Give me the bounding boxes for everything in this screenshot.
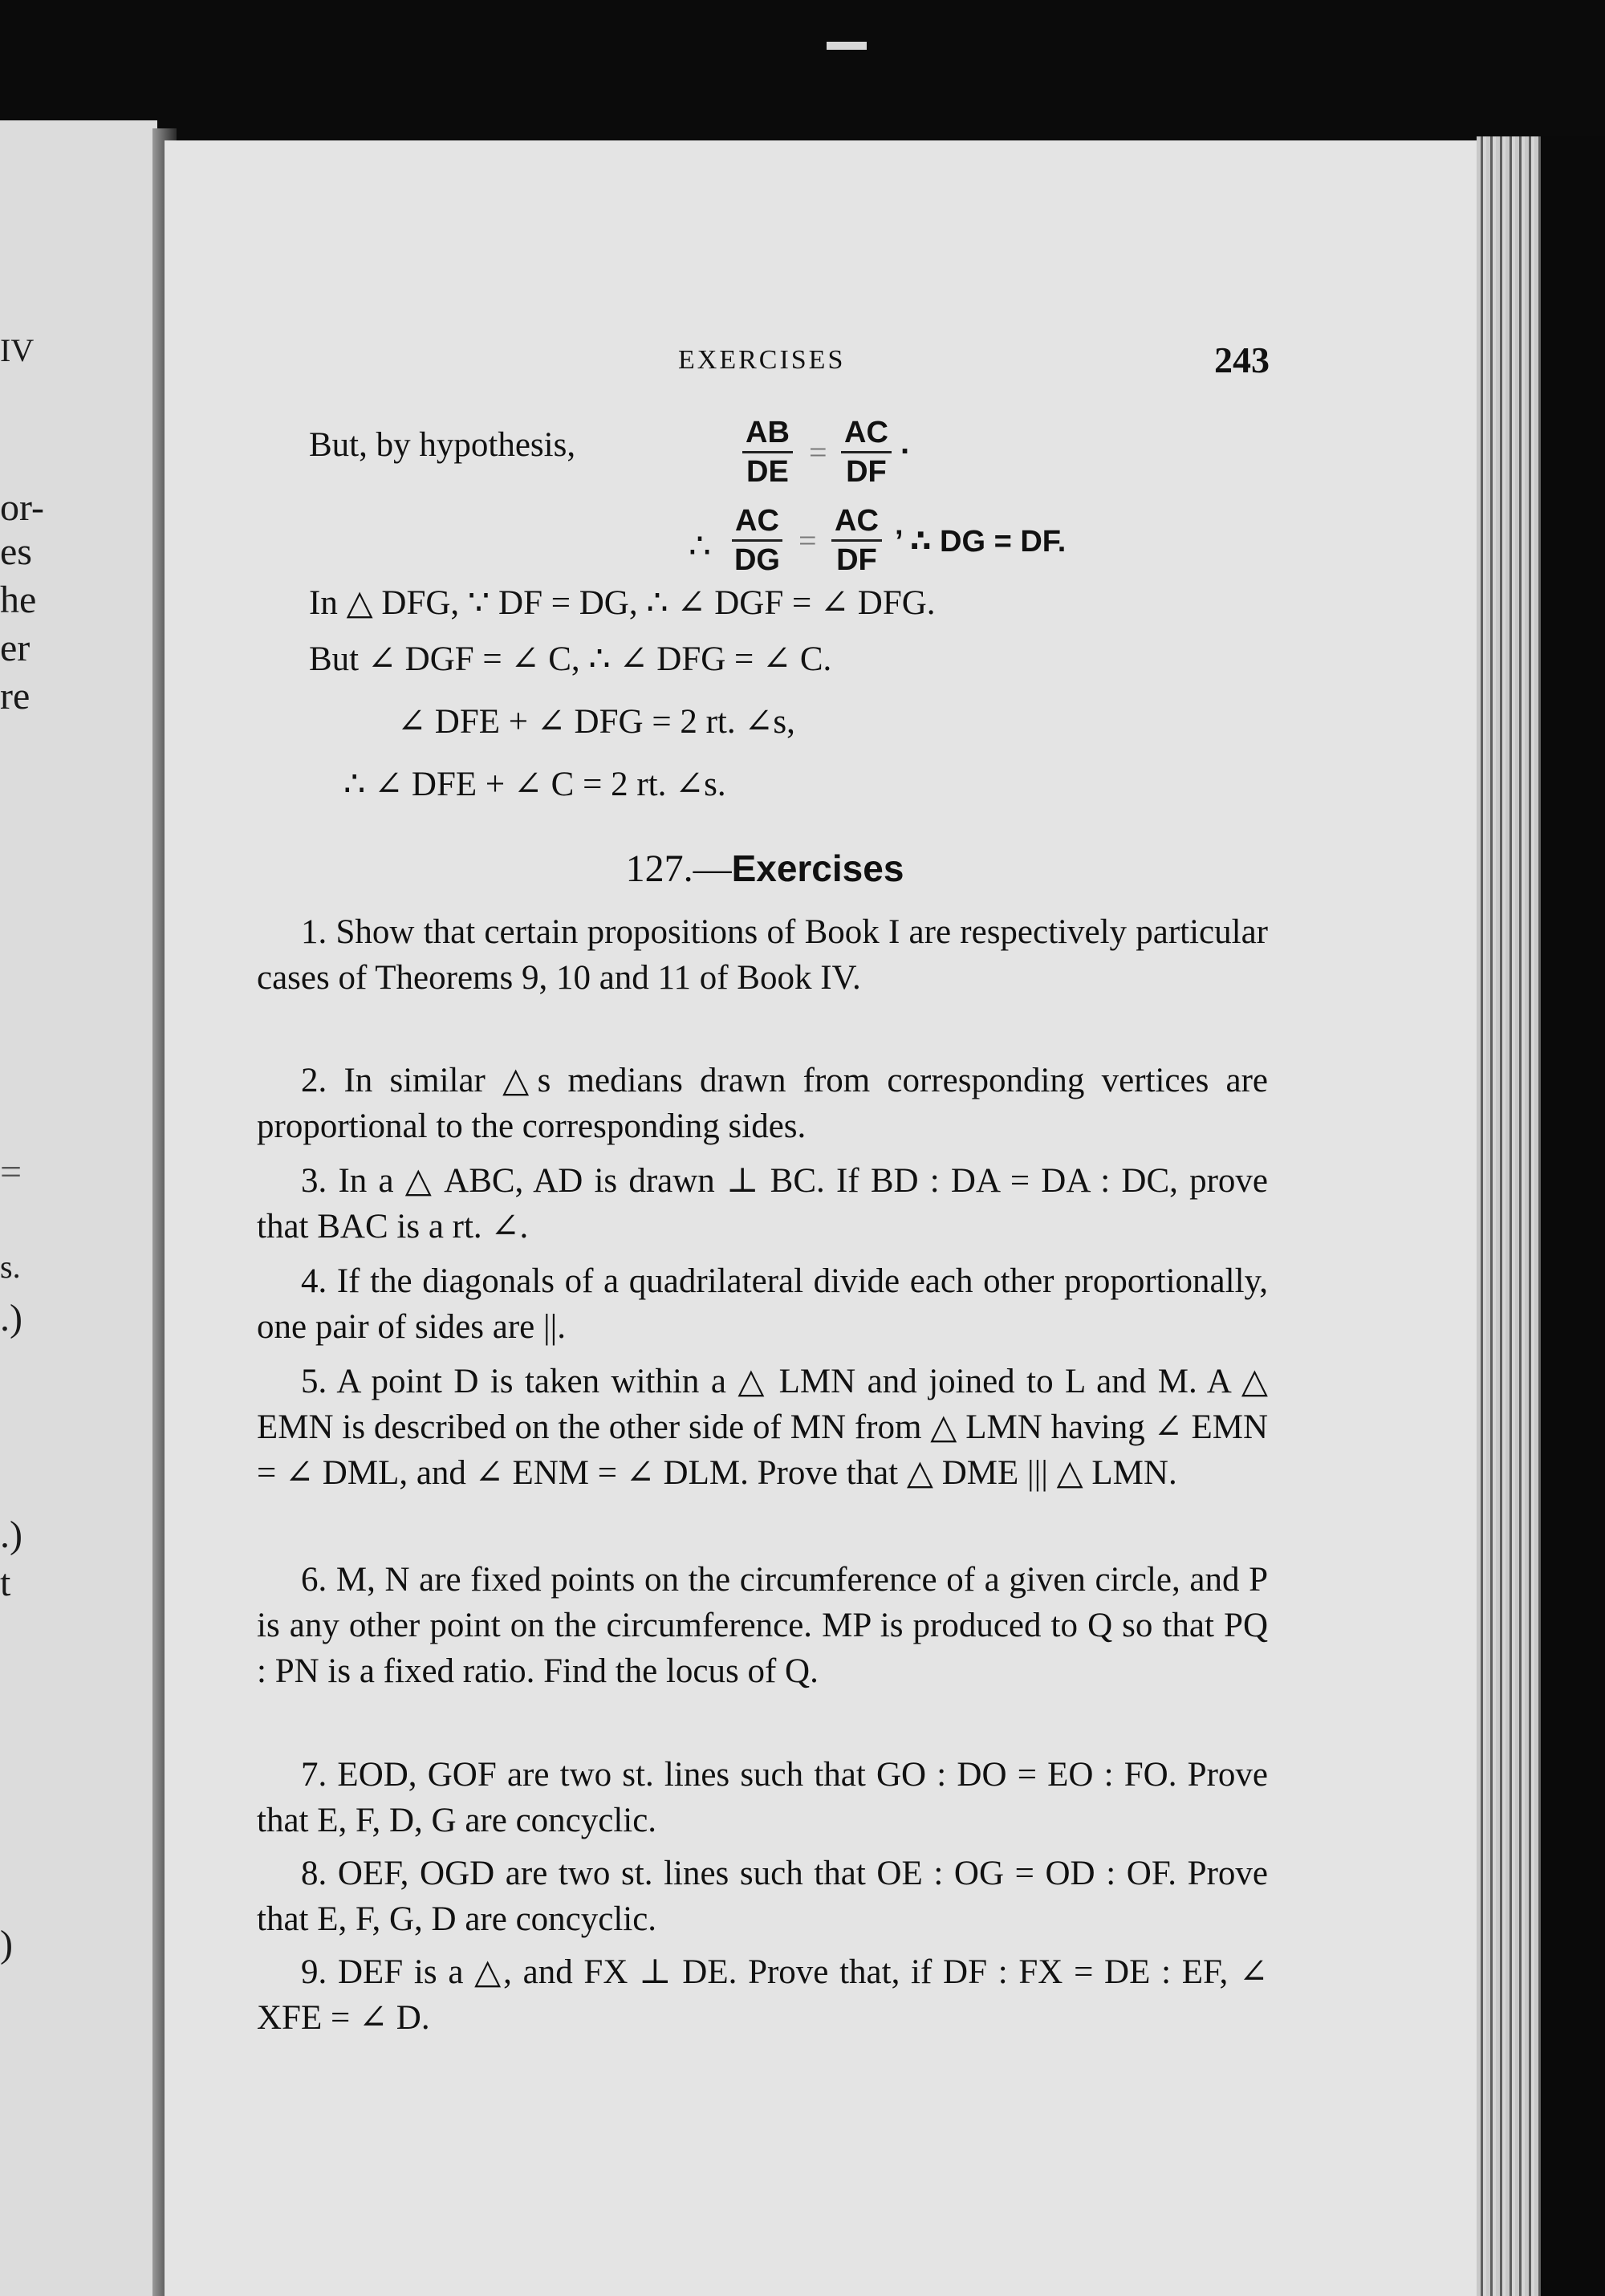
section-heading: [0, 847, 1530, 891]
left-page-fragment: re: [0, 675, 30, 717]
left-page-fragment: s.: [0, 1249, 21, 1285]
section-number: 127.—: [625, 847, 732, 890]
proof-line-dg-df: ’ ∴ DG = DF.: [895, 525, 1067, 559]
exercise-item: 3. In a △ ABC, AD is drawn ⊥ BC. If BD : DA = DA : DC, prove that BAC is a rt. ∠.: [257, 1162, 1268, 1246]
fraction-ac-df: [841, 414, 892, 490]
exercise-item: 7. EOD, GOF are two st. lines such that GO : DO = EO : FO. Prove that E, F, D, G are concyclic.: [257, 1756, 1268, 1839]
numerator: AB: [742, 414, 793, 453]
page-edges: [1477, 136, 1541, 2296]
left-page-fragment: .): [0, 1297, 22, 1339]
exercise-item: 1. Show that certain propositions of Book I are respectively particular cases of Theorems 9, 10 and 11 of Book IV.: [257, 913, 1268, 997]
scan-mark: [827, 42, 867, 50]
fraction-ac-dg: [732, 502, 782, 579]
exercise-item: 5. A point D is taken within a △ LMN and joined to L and M. A △ EMN is described on the other side of MN from △ LMN having ∠ EMN = ∠ DML, and ∠ ENM = ∠ DLM. Prove that △ DME ||| △ LMN.: [257, 1363, 1268, 1492]
left-page-fragment: er: [0, 627, 30, 669]
denominator: DG: [733, 543, 780, 577]
exercise-item: 9. DEF is a △, and FX ⊥ DE. Prove that, if DF : FX = DE : EF, ∠ XFE = ∠ D.: [257, 1953, 1268, 2037]
left-page-fragment: IV: [0, 332, 35, 368]
numerator: AC: [831, 502, 882, 542]
left-page-fragment: he: [0, 579, 37, 621]
proof-line-right-angles: ∠ DFE + ∠ DFG = 2 rt. ∠s,: [397, 703, 795, 741]
left-page-fragment: es: [0, 530, 32, 573]
left-page: [0, 120, 157, 2296]
denominator: DF: [836, 543, 877, 577]
full-stop: .: [900, 425, 910, 461]
exercise-item: 4. If the diagonals of a quadrilateral divide each other proportionally, one pair of sides are ||.: [257, 1262, 1268, 1346]
numerator: AC: [732, 502, 782, 542]
proof-line-hypothesis: But, by hypothesis,: [309, 426, 576, 464]
left-page-fragment: .): [0, 1514, 22, 1556]
equals-sign: =: [798, 522, 817, 559]
denominator: DE: [746, 455, 789, 489]
left-page-fragment: or-: [0, 486, 45, 529]
equals-sign: =: [809, 434, 827, 470]
proof-line-angle-c: But ∠ DGF = ∠ C, ∴ ∠ DFG = ∠ C.: [309, 640, 832, 678]
therefore-symbol: ∴: [689, 526, 711, 566]
proof-line-isosceles: In △ DFG, ∵ DF = DG, ∴ ∠ DGF = ∠ DFG.: [309, 584, 936, 622]
left-page-fragment: t: [0, 1562, 11, 1604]
exercise-item: 6. M, N are fixed points on the circumference of a given circle, and P is any other point on the circumference. MP is produced to Q so that PQ : PN is a fixed ratio. Find the locus of Q.: [257, 1561, 1268, 1690]
left-page-fragment: ): [0, 1923, 13, 1965]
exercise-item: 2. In similar △s medians drawn from corresponding vertices are proportional to the corresponding sides.: [257, 1062, 1268, 1145]
proof-line-conclusion: ∴ ∠ DFE + ∠ C = 2 rt. ∠s.: [343, 766, 726, 803]
book-binding: [1541, 136, 1605, 2296]
fraction-ac-df: [831, 502, 882, 579]
numerator: AC: [841, 414, 892, 453]
left-page-fragment: =: [0, 1151, 22, 1193]
page-number: 243: [1214, 339, 1270, 380]
running-title: EXERCISES: [678, 345, 846, 375]
section-title: Exercises: [731, 847, 904, 889]
exercise-item: 8. OEF, OGD are two st. lines such that OE : OG = OD : OF. Prove that E, F, G, D are concyclic.: [257, 1855, 1268, 1938]
denominator: DF: [846, 455, 887, 489]
fraction-ab-de: [742, 414, 793, 490]
